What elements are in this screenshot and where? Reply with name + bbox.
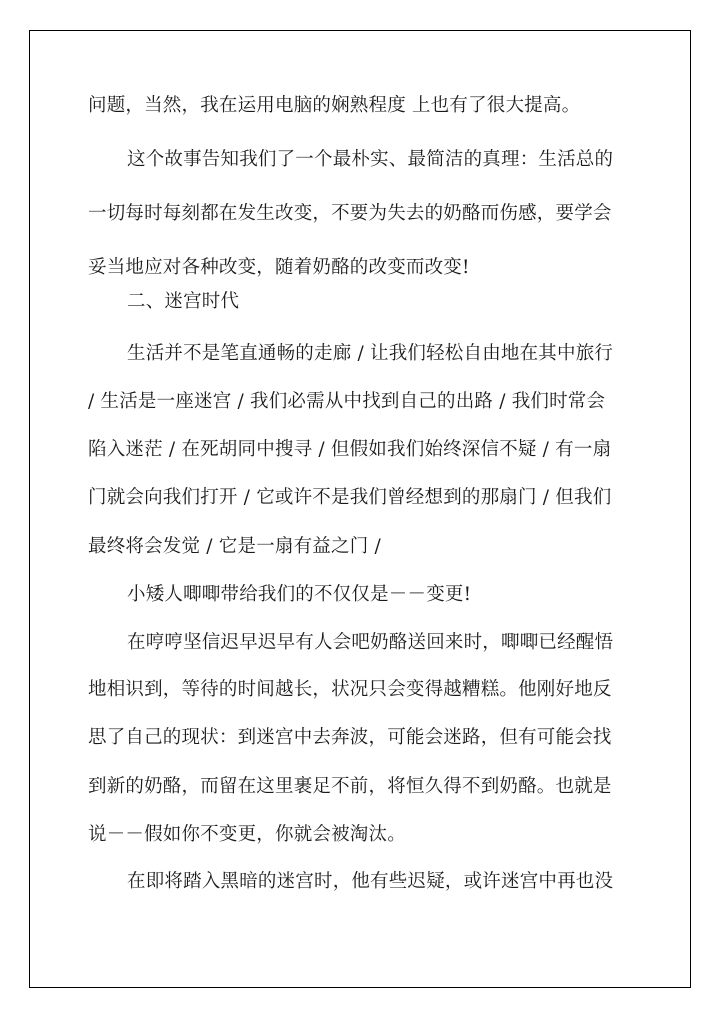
text-line-1: 问题，当然，我在运用电脑的娴熟程度 上也有了很大提高。 bbox=[88, 95, 581, 116]
text-line-3: 一切每时每刻都在发生改变，不要为失去的奶酪而伤感，要学会 bbox=[88, 203, 612, 224]
text-line-12: 在哼哼坚信迟早迟早有人会吧奶酪送回来时，唧唧已经醒悟 bbox=[127, 632, 614, 653]
text-line-9: 门就会向我们打开 / 它或许不是我们曾经想到的那扇门 / 但我们 bbox=[88, 487, 612, 508]
text-line-13: 地相识到，等待的时间越长，状况只会变得越糟糕。他刚好地反 bbox=[88, 679, 612, 700]
text-line-8: 陷入迷茫 / 在死胡同中搜寻 / 但假如我们始终深信不疑 / 有一扇 bbox=[88, 439, 612, 460]
text-line-4: 妥当地应对各种改变，随着奶酪的改变而改变! bbox=[88, 257, 470, 278]
text-line-10: 最终将会发觉 / 它是一扇有益之门 / bbox=[88, 536, 381, 557]
text-line-16: 说－－假如你不变更，你就会被淘汰。 bbox=[88, 824, 406, 845]
text-line-6: 生活并不是笔直通畅的走廊 / 让我们轻松自由地在其中旅行 bbox=[127, 343, 614, 364]
text-line-2: 这个故事告知我们了一个最朴实、最简洁的真理：生活总的 bbox=[127, 149, 614, 170]
text-line-7: / 生活是一座迷宫 / 我们必需从中找到自己的出路 / 我们时常会 bbox=[88, 391, 606, 412]
text-line-17: 在即将踏入黑暗的迷宫时，他有些迟疑，或许迷宫中再也没 bbox=[127, 871, 614, 892]
section-heading: 二、迷宫时代 bbox=[127, 291, 240, 312]
text-line-11: 小矮人唧唧带给我们的不仅仅是－－变更! bbox=[127, 584, 472, 605]
text-line-15: 到新的奶酪，而留在这里裹足不前，将恒久得不到奶酪。也就是 bbox=[88, 776, 612, 797]
text-line-14: 思了自己的现状：到迷宫中去奔波，可能会迷路，但有可能会找 bbox=[88, 727, 612, 748]
